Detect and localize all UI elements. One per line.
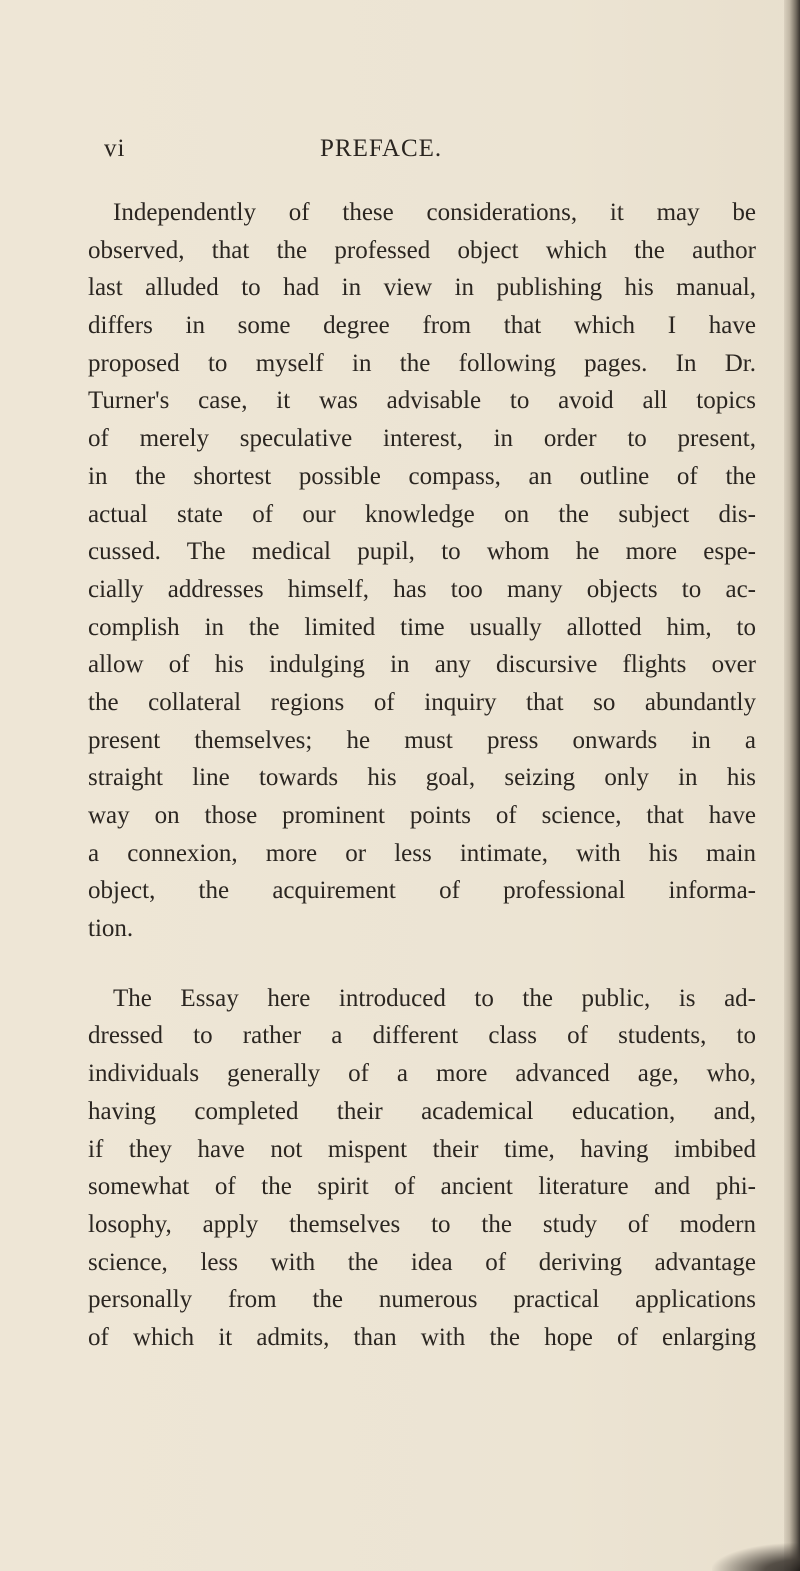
text-line: personally from the numerous practical applications [88, 1286, 756, 1314]
text-line: present themselves; he must press onwards in a [88, 726, 756, 754]
text-line: of which it admits, than with the hope of enlarging [88, 1323, 756, 1351]
text-line: losophy, apply themselves to the study of modern [88, 1210, 756, 1238]
text-line: in the shortest possible compass, an outline of the [88, 462, 756, 490]
text-line: The Essay here introduced to the public, is ad- [113, 984, 756, 1012]
text-line: way on those prominent points of science, that have [88, 802, 756, 829]
text-line: tion. [88, 915, 134, 943]
text-line: individuals generally of a more advanced age, who, [88, 1060, 756, 1088]
text-line: observed, that the professed object which the author [88, 236, 756, 264]
text-line: proposed to myself in the following pages. In Dr. [88, 349, 756, 377]
body-text [88, 194, 756, 1357]
text-line: somewhat of the spirit of ancient literature and phi- [88, 1173, 756, 1201]
text-line: having completed their academical education, and, [88, 1097, 756, 1125]
page-header [104, 135, 744, 169]
text-line: dressed to rather a different class of students, to [88, 1022, 756, 1050]
running-title: PREFACE. [320, 135, 443, 162]
page-number: vi [104, 135, 126, 162]
text-line: a connexion, more or less intimate, with his main [88, 839, 756, 867]
text-line: last alluded to had in view in publishing his manual, [88, 274, 756, 302]
text-line: cussed. The medical pupil, to whom he more espe- [88, 538, 756, 566]
text-line: Independently of these considerations, it may be [113, 199, 756, 226]
text-line: complish in the limited time usually allotted him, to [88, 613, 756, 641]
text-line: the collateral regions of inquiry that so abundantly [88, 688, 756, 716]
text-line: allow of his indulging in any discursive flights over [88, 651, 756, 679]
text-line: Turner's case, it was advisable to avoid all topics [88, 387, 756, 415]
text-line: object, the acquirement of professional informa- [88, 877, 756, 905]
text-line: straight line towards his goal, seizing only in his [88, 764, 756, 792]
text-line: cially addresses himself, has too many objects to ac- [88, 575, 756, 603]
page-edge-shadow [784, 0, 800, 1571]
text-line: differs in some degree from that which I have [88, 312, 756, 340]
text-line: of merely speculative interest, in order to present, [88, 425, 756, 453]
paragraph-1 [88, 194, 756, 948]
text-line: science, less with the idea of deriving advantage [88, 1248, 756, 1276]
paragraph-2 [88, 980, 756, 1357]
scan-corner-shadow [712, 1543, 800, 1571]
text-line: if they have not mispent their time, having imbibed [88, 1135, 756, 1163]
text-line: actual state of our knowledge on the subject dis- [88, 500, 756, 528]
